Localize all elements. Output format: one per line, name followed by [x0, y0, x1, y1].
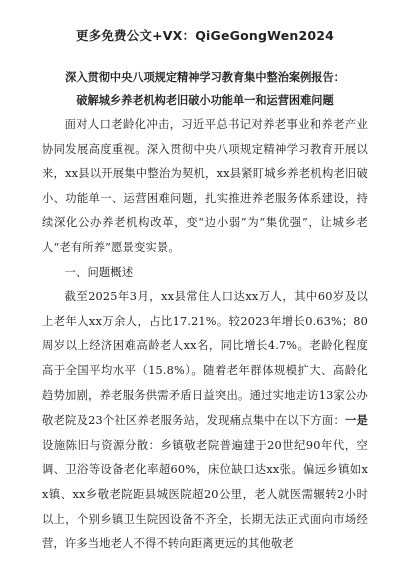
section-1-bold-marker: 一是 [345, 413, 368, 428]
document-title-line-2: 破解城乡养老机构老旧破小功能单一和运营困难问题 [76, 93, 334, 107]
intro-paragraph: 面对人口老龄化冲击，习近平总书记对养老事业和养老产业协同发展高度重视。深入贯彻中央八项规定精神学习教育开展以来，xx县以开展集中整治为契机，xx县紧盯城乡养老机构老旧破小、功能单一、运营困难问题，扎实推进养老服务体系建设，持续深化公办养老机构改革，变“边小弱”为“集优强”，让城乡老人“老有所养”愿景变实景。 [42, 118, 368, 254]
document-title-line-1: 深入贯彻中央八项规定精神学习教育集中整治案例报告： [65, 70, 345, 84]
section-1-text-after: 设施陈旧与资源分散：乡镇敬老院普遍建于20世纪90年代，空调、卫浴等设备老化率超60%，床位缺口达xx张。偏远乡镇如xx镇、xx乡敬老院距县城医院超20公里，老人就医需辗转2小时以上，个别乡镇卫生院因设备不齐全，长期无法正式面向市场经营，许多当地老人不得不转向距离更远的其他敬老 [42, 438, 368, 551]
page-header: 更多免费公文+VX：QiGeGongWen2024 [75, 28, 335, 43]
section-1-text-before: 截至2025年3月，xx县常住人口达xx万人，其中60岁及以上老年人xx万余人，占比17.21%。较2023年增长0.63%；80周岁以上经济困难高龄老人xx名，同比增长4.7%。老龄化程度高于全国平均水平（15.8%）。随着老年群体规模扩大、高龄化趋势加剧，养老服务供需矛盾日益突出。通过实地走访13家公办敬老院及23个社区养老服务站，发现痛点集中在以下方面： [42, 290, 368, 428]
section-1-heading: 一、问题概述 [64, 265, 134, 279]
section-1-paragraph [42, 285, 368, 557]
